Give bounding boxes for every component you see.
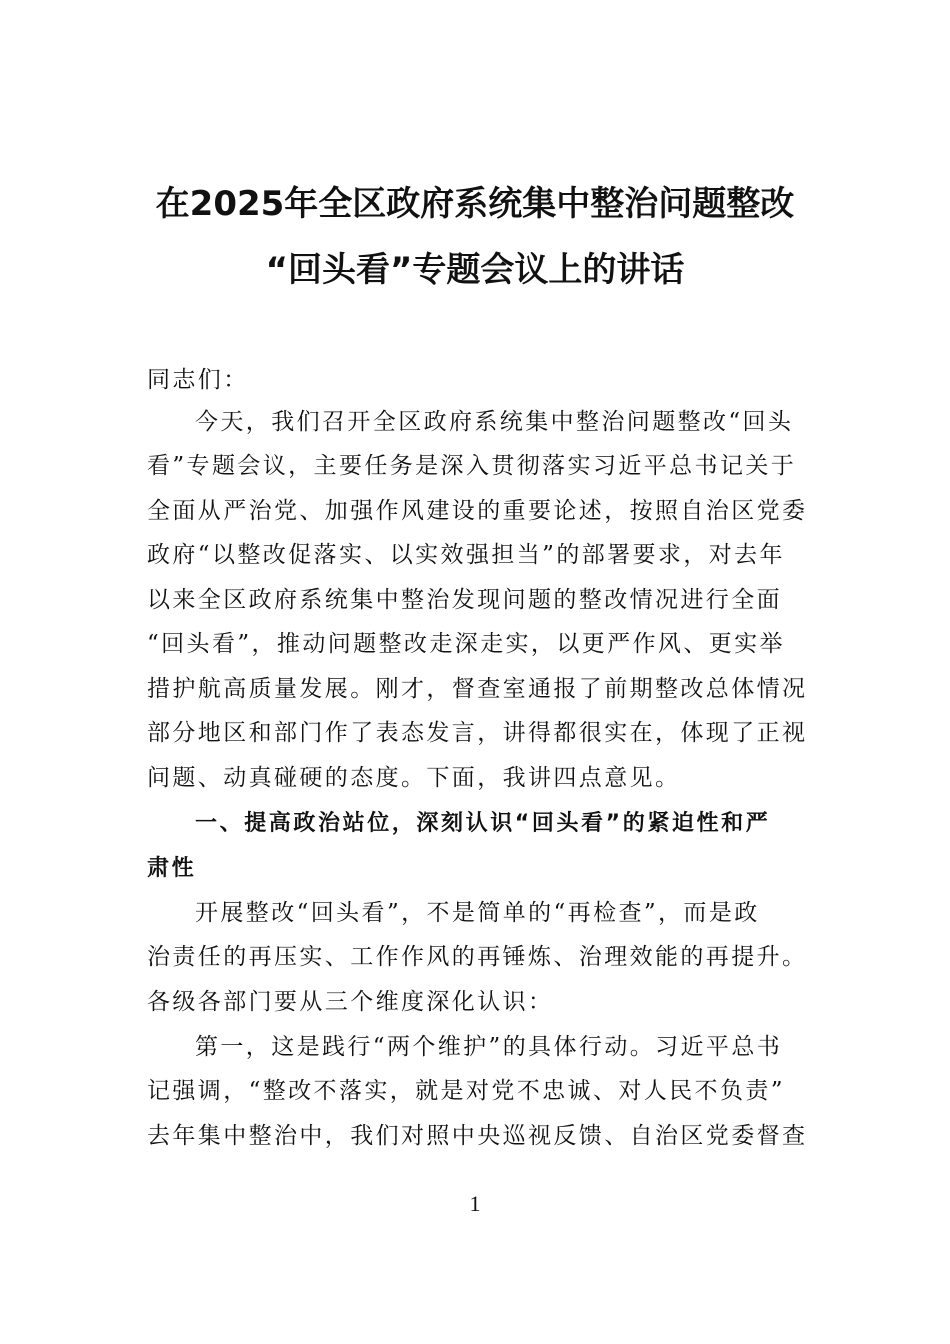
paragraph-line: 以来全区政府系统集中整治发现问题的整改情况进行全面 [147,587,782,613]
point-heading: 第一，这是践行“两个维护”的具体行动。 [195,1034,656,1060]
section-heading: 一、提高政治站位，深刻认识“回头看”的紧迫性和严 [195,811,771,836]
paragraph-line: 措护航高质量发展。刚才，督查室通报了前期整改总体情况 [147,676,808,702]
paragraph-line: 全面从严治党、加强作风建设的重要论述，按照自治区党委 [147,498,808,524]
paragraph-line: 治责任的再压实、工作作风的再锤炼、治理效能的再提升。 [147,944,808,970]
paragraph-line: 记强调，“整改不落实，就是对党不忠诚、对人民不负责” [147,1078,785,1104]
section-heading-continuation: 肃性 [147,856,197,881]
paragraph-line: 开展整改“回头看”，不是简单的“再检查”，而是政 [195,900,760,926]
paragraph-line: 问题、动真碰硬的态度。下面，我讲四点意见。 [147,765,681,791]
paragraph-line: 去年集中整治中，我们对照中央巡视反馈、自治区党委督查 [147,1123,808,1149]
document-title-line-2: “回头看”专题会议上的讲话 [265,250,685,290]
paragraph-line: 看”专题会议，主要任务是深入贯彻落实习近平总书记关于 [147,453,797,479]
page-number: 1 [469,1191,481,1216]
document-title-line-1: 在2025年全区政府系统集中整治问题整改 [155,184,795,224]
paragraph-line: 政府“以整改促落实、以实效强担当”的部署要求，对去年 [147,542,785,568]
paragraph-line: “回头看”，推动问题整改走深走实，以更严作风、更实举 [147,631,785,657]
salutation: 同志们： [147,367,249,393]
paragraph-line: 今天，我们召开全区政府系统集中整治问题整改“回头 [195,409,794,435]
paragraph-line: 各级各部门要从三个维度深化认识： [147,989,554,1015]
point-line [195,1033,782,1061]
point-text: 习近平总书 [655,1034,783,1060]
paragraph-line: 部分地区和部门作了表态发言，讲得都很实在，体现了正视 [147,720,808,746]
